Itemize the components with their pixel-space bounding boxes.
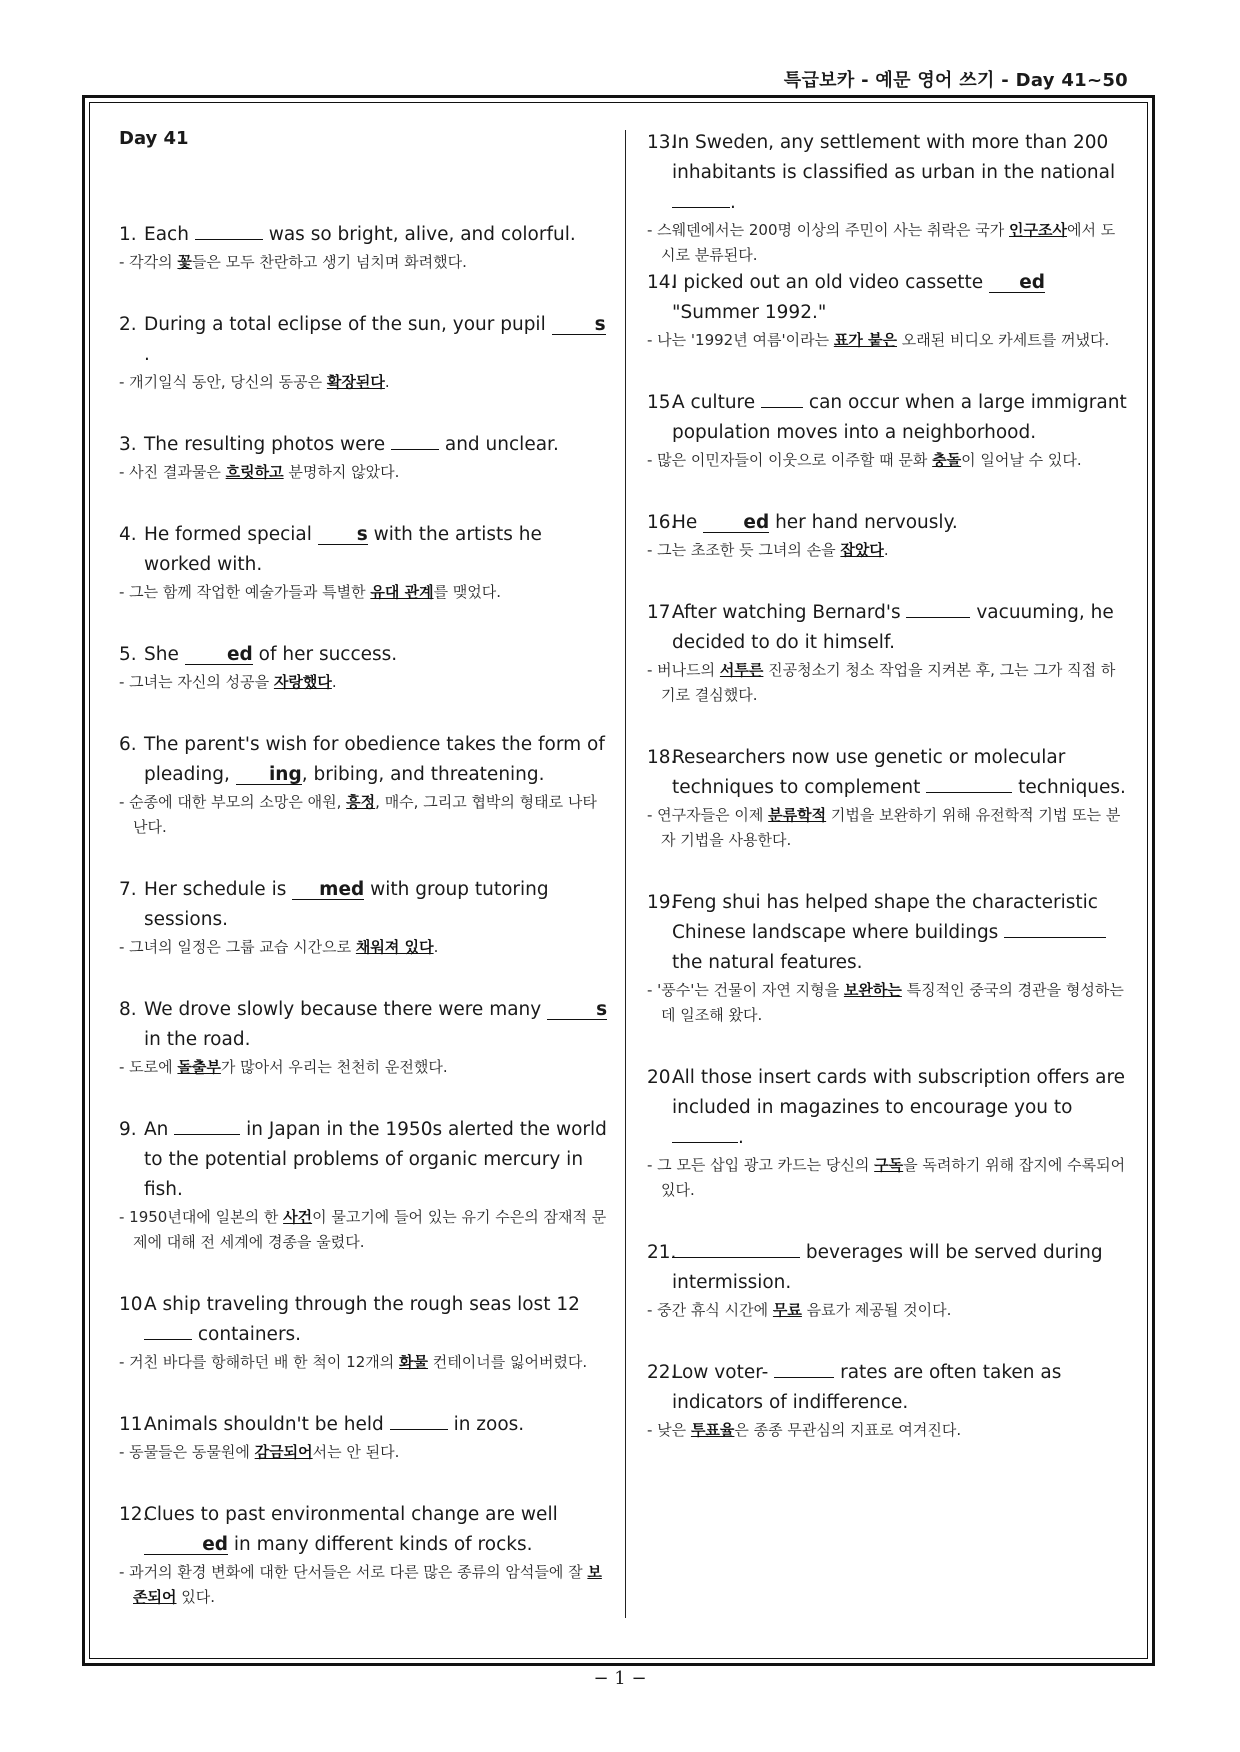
translation-after: 특징적인 중국의 경관을 형성하는 데 일조해 왔다. [661, 981, 1124, 1024]
sentence-after: , bribing, and threatening. [301, 764, 545, 785]
left-question-list [119, 220, 609, 1610]
korean-translation [647, 1298, 1129, 1323]
question-sentence [119, 1500, 609, 1560]
question-sentence [119, 310, 609, 370]
word-suffix: ing [268, 764, 302, 785]
column-divider [625, 130, 626, 1618]
word-suffix: ed [743, 512, 770, 533]
question-sentence [119, 430, 609, 460]
answer-blank[interactable] [761, 407, 803, 408]
question-number: 2. [119, 314, 137, 335]
answer-blank[interactable] [185, 646, 253, 665]
word-suffix: ed [202, 1534, 228, 1555]
sentence-before: Feng shui has helped shape the characteristic Chinese landscape where buildings [672, 892, 1098, 943]
question-item [647, 388, 1129, 473]
answer-blank[interactable] [672, 207, 730, 208]
question-number: 7. [119, 879, 137, 900]
translation-after: . [433, 938, 439, 956]
korean-translation [119, 460, 609, 485]
translation-after: 은 종종 무관심의 지표로 여겨진다. [734, 1421, 962, 1439]
answer-blank[interactable] [144, 1536, 228, 1555]
korean-translation [119, 1350, 609, 1375]
korean-translation [647, 1418, 1129, 1443]
word-suffix: s [356, 524, 368, 545]
translation-after: 분명하지 않았다. [283, 463, 400, 481]
sentence-after: techniques. [1018, 777, 1126, 798]
translation-keyword: 보완하는 [843, 981, 902, 999]
korean-translation [119, 1560, 609, 1610]
translation-keyword: 인구조사 [1009, 221, 1067, 239]
translation-after: 있다. [176, 1588, 216, 1606]
translation-before: - 각각의 [119, 253, 178, 271]
korean-translation [119, 935, 609, 960]
question-sentence [119, 875, 609, 935]
answer-blank[interactable] [236, 766, 302, 785]
answer-blank[interactable] [906, 617, 970, 618]
translation-after: . [883, 541, 889, 559]
korean-translation [647, 658, 1129, 708]
question-item [119, 730, 609, 840]
korean-translation [647, 218, 1129, 268]
korean-translation [119, 1440, 609, 1465]
translation-after: 음료가 제공될 것이다. [801, 1301, 952, 1319]
sentence-after: of her success. [258, 644, 398, 665]
question-item [119, 640, 609, 695]
translation-keyword: 잡았다 [840, 541, 884, 559]
sentence-before: I picked out an old video cassette [672, 272, 984, 293]
translation-keyword: 충돌 [932, 451, 962, 469]
question-item [119, 310, 609, 395]
translation-keyword: 표가 붙은 [833, 331, 898, 349]
sentence-before: Animals shouldn't be held [144, 1414, 384, 1435]
translation-before: - 동물들은 동물원에 [119, 1443, 255, 1461]
left-column [119, 128, 609, 1610]
question-sentence [647, 388, 1129, 448]
translation-keyword: 투표율 [690, 1421, 735, 1439]
translation-keyword: 보존되어 [133, 1563, 602, 1606]
question-number: 10. [119, 1294, 149, 1315]
translation-keyword: 돌출부 [177, 1058, 221, 1076]
question-sentence [647, 1358, 1129, 1418]
question-sentence [647, 268, 1129, 328]
sentence-after: . [144, 344, 150, 365]
sentence-before: The resulting photos were [144, 434, 386, 455]
answer-blank[interactable] [672, 1257, 800, 1258]
translation-after: 를 맺었다. [433, 583, 502, 601]
translation-before: - 그녀의 일정은 그룹 교습 시간으로 [119, 938, 356, 956]
korean-translation [119, 580, 609, 605]
sentence-before: A ship traveling through the rough seas lost 12 [144, 1294, 580, 1315]
sentence-after: the natural features. [672, 952, 863, 973]
question-item [119, 1115, 609, 1255]
translation-keyword: 꽃 [177, 253, 192, 271]
question-sentence [119, 520, 609, 580]
translation-before: - 버나드의 [647, 661, 720, 679]
page-number: − 1 − [593, 1668, 647, 1689]
sentence-before: Clues to past environmental change are well [144, 1504, 558, 1525]
sentence-after: . [738, 1127, 744, 1148]
sentence-after: in many different kinds of rocks. [233, 1534, 533, 1555]
translation-keyword: 자랑했다 [273, 673, 332, 691]
answer-blank[interactable] [672, 1142, 738, 1143]
sentence-after: her hand nervously. [775, 512, 958, 533]
question-number: 17. [647, 602, 677, 623]
question-number: 18. [647, 747, 677, 768]
question-number: 22. [647, 1362, 677, 1383]
translation-before: - '풍수'는 건물이 자연 지형을 [647, 981, 844, 999]
question-sentence [119, 220, 609, 250]
answer-blank[interactable] [174, 1134, 240, 1135]
sentence-after: . [730, 192, 736, 213]
translation-keyword: 감금되어 [254, 1443, 313, 1461]
word-suffix: s [594, 314, 606, 335]
question-number: 4. [119, 524, 137, 545]
sentence-before: Researchers now use genetic or molecular techniques to complement [672, 747, 1066, 798]
question-number: 6. [119, 734, 137, 755]
translation-before: - 나는 '1992년 여름'이라는 [647, 331, 834, 349]
translation-after: 이 일어날 수 있다. [961, 451, 1082, 469]
korean-translation [119, 370, 609, 395]
question-number: 19. [647, 892, 677, 913]
question-sentence [119, 995, 609, 1055]
translation-before: - 스웨덴에서는 200명 이상의 주민이 사는 취락은 국가 [647, 221, 1009, 239]
translation-after: 들은 모두 찬란하고 생기 넘치며 화려했다. [191, 253, 467, 271]
word-suffix: s [596, 999, 608, 1020]
translation-before: - 거친 바다를 항해하던 배 한 척이 12개의 [119, 1353, 399, 1371]
sentence-after: in zoos. [453, 1414, 525, 1435]
sentence-before: She [144, 644, 179, 665]
question-item [119, 995, 609, 1080]
translation-keyword: 사건 [283, 1208, 313, 1226]
korean-translation [647, 328, 1129, 353]
question-item [647, 598, 1129, 708]
sentence-before: The parent's wish for obedience takes the form of pleading, [144, 734, 605, 785]
korean-translation [647, 448, 1129, 473]
question-number: 5. [119, 644, 137, 665]
question-item [647, 1063, 1129, 1203]
translation-after: 컨테이너를 잃어버렸다. [427, 1353, 588, 1371]
answer-blank[interactable] [547, 1001, 607, 1020]
translation-before: - 많은 이민자들이 이웃으로 이주할 때 문화 [647, 451, 933, 469]
question-item [647, 743, 1129, 853]
sentence-after: in the road. [144, 1029, 251, 1050]
translation-before: - 1950년대에 일본의 한 [119, 1208, 284, 1226]
korean-translation [647, 803, 1129, 853]
sentence-before: During a total eclipse of the sun, your pupil [144, 314, 546, 335]
translation-keyword: 화물 [399, 1353, 428, 1371]
right-question-list [647, 128, 1129, 1443]
translation-before: - 도로에 [119, 1058, 178, 1076]
answer-blank[interactable] [292, 881, 364, 900]
question-item [647, 508, 1129, 563]
translation-after: 가 많아서 우리는 천천히 운전했다. [220, 1058, 448, 1076]
question-sentence [119, 1290, 609, 1350]
answer-blank[interactable] [1004, 937, 1106, 938]
question-sentence [647, 128, 1129, 218]
sentence-after: in Japan in the 1950s alerted the world to the potential problems of organic mercury in fish. [144, 1119, 607, 1200]
sentence-after: was so bright, alive, and colorful. [268, 224, 576, 245]
translation-after: 오래된 비디오 카세트를 꺼냈다. [897, 331, 1110, 349]
question-number: 9. [119, 1119, 137, 1140]
translation-keyword: 채워져 있다 [355, 938, 434, 956]
question-number: 3. [119, 434, 137, 455]
question-item [119, 520, 609, 605]
answer-blank[interactable] [552, 316, 606, 335]
question-number: 13. [647, 132, 677, 153]
question-item [119, 1410, 609, 1465]
question-number: 8. [119, 999, 137, 1020]
question-sentence [647, 1063, 1129, 1153]
answer-blank[interactable] [390, 1429, 448, 1430]
question-number: 15. [647, 392, 677, 413]
translation-after: 기법을 보완하기 위해 유전학적 기법 또는 분자 기법을 사용한다. [661, 806, 1121, 849]
translation-before: - 순종에 대한 부모의 소망은 애원, [119, 793, 347, 811]
question-sentence [119, 1410, 609, 1440]
question-number: 21. [647, 1242, 677, 1263]
translation-keyword: 서투른 [719, 661, 764, 679]
question-sentence [119, 730, 609, 790]
translation-keyword: 확장된다 [326, 373, 385, 391]
day-title: Day 41 [119, 128, 189, 149]
question-item [119, 875, 609, 960]
translation-before: - 연구자들은 이제 [647, 806, 769, 824]
sentence-before: A culture [672, 392, 756, 413]
word-suffix: ed [1019, 272, 1046, 293]
question-item [647, 888, 1129, 1028]
question-sentence [119, 1115, 609, 1205]
question-sentence [647, 888, 1129, 978]
answer-blank[interactable] [318, 526, 368, 545]
question-number: 20. [647, 1067, 677, 1088]
korean-translation [119, 1055, 609, 1080]
translation-before: - 그는 함께 작업한 예술가들과 특별한 [119, 583, 371, 601]
sentence-before: An [144, 1119, 169, 1140]
translation-before: - 과거의 환경 변화에 대한 단서들은 서로 다른 많은 종류의 암석들에 잘 [119, 1563, 588, 1581]
korean-translation [119, 1205, 609, 1255]
question-number: 11. [119, 1414, 149, 1435]
question-number: 12. [119, 1504, 149, 1525]
answer-blank[interactable] [926, 792, 1012, 793]
answer-blank[interactable] [195, 239, 263, 240]
sentence-before: Low voter- [672, 1362, 769, 1383]
sentence-before: He [672, 512, 698, 533]
right-column [647, 128, 1129, 1443]
question-number: 14. [647, 272, 677, 293]
sentence-after: can occur when a large immigrant population moves into a neighborhood. [672, 392, 1127, 443]
translation-after: 에서 도시로 분류된다. [661, 221, 1116, 264]
sentence-after: "Summer 1992." [672, 302, 827, 323]
translation-keyword: 무료 [772, 1301, 802, 1319]
question-item [119, 430, 609, 485]
sentence-before: He formed special [144, 524, 312, 545]
translation-after: . [331, 673, 337, 691]
translation-keyword: 흥정 [346, 793, 376, 811]
translation-keyword: 분류학적 [768, 806, 827, 824]
translation-after: 서는 안 된다. [312, 1443, 400, 1461]
korean-translation [647, 978, 1129, 1028]
translation-after: 진공청소기 청소 작업을 지켜본 후, 그는 그가 직접 하기로 결심했다. [661, 661, 1116, 704]
sentence-after: rates are often taken as indicators of indifference. [672, 1362, 1062, 1413]
sentence-after: and unclear. [444, 434, 559, 455]
sentence-before: All those insert cards with subscription offers are included in magazines to encourage you to [672, 1067, 1126, 1118]
translation-before: - 그 모든 삽입 광고 카드는 당신의 [647, 1156, 875, 1174]
sentence-before: Her schedule is [144, 879, 287, 900]
translation-keyword: 유대 관계 [370, 583, 434, 601]
sentence-before: After watching Bernard's [672, 602, 901, 623]
question-item [647, 128, 1129, 268]
korean-translation [647, 1153, 1129, 1203]
translation-before: - 그는 초조한 듯 그녀의 손을 [647, 541, 841, 559]
question-sentence [647, 743, 1129, 803]
question-item [647, 268, 1129, 353]
sentence-before: We drove slowly because there were many [144, 999, 542, 1020]
translation-keyword: 구독 [874, 1156, 904, 1174]
translation-after: . [384, 373, 390, 391]
sentence-before: In Sweden, any settlement with more than 200 inhabitants is classified as urban in the national [672, 132, 1116, 183]
translation-before: - 그녀는 자신의 성공을 [119, 673, 274, 691]
question-item [647, 1358, 1129, 1443]
question-sentence [647, 508, 1129, 538]
answer-blank[interactable] [703, 514, 769, 533]
question-sentence [647, 1238, 1129, 1298]
answer-blank[interactable] [774, 1377, 834, 1378]
question-item [119, 220, 609, 275]
korean-translation [119, 250, 609, 275]
question-number: 16. [647, 512, 677, 533]
translation-before: - 사진 결과물은 [119, 463, 226, 481]
korean-translation [119, 790, 609, 840]
sentence-before: Each [144, 224, 189, 245]
sentence-after: vacuuming, he decided to do it himself. [672, 602, 1114, 653]
question-item [647, 1238, 1129, 1323]
answer-blank[interactable] [144, 1339, 192, 1340]
page-header: 특급보카 - 예문 영어 쓰기 - Day 41~50 [783, 70, 1128, 91]
word-suffix: ed [226, 644, 253, 665]
answer-blank[interactable] [391, 449, 439, 450]
korean-translation [119, 670, 609, 695]
sentence-after: with group tutoring sessions. [144, 879, 549, 930]
sentence-after: containers. [197, 1324, 302, 1345]
korean-translation [647, 538, 1129, 563]
translation-before: - 낮은 [647, 1421, 691, 1439]
question-sentence [119, 640, 609, 670]
translation-before: - 중간 휴식 시간에 [647, 1301, 773, 1319]
sentence-after: beverages will be served during intermission. [672, 1242, 1103, 1293]
translation-after: 이 물고기에 들어 있는 유기 수은의 잠재적 문제에 대해 전 세계에 경종을 울렸다. [133, 1208, 607, 1251]
translation-after: , 매수, 그리고 협박의 형태로 나타난다. [133, 793, 597, 836]
question-item [119, 1290, 609, 1375]
translation-before: - 개기일식 동안, 당신의 동공은 [119, 373, 327, 391]
answer-blank[interactable] [989, 274, 1045, 293]
sentence-after: with the artists he worked with. [144, 524, 542, 575]
question-number: 1. [119, 224, 137, 245]
translation-keyword: 흐릿하고 [225, 463, 284, 481]
question-item [119, 1500, 609, 1610]
word-suffix: med [319, 879, 365, 900]
question-sentence [647, 598, 1129, 658]
translation-after: 을 독려하기 위해 잡지에 수록되어 있다. [661, 1156, 1126, 1199]
